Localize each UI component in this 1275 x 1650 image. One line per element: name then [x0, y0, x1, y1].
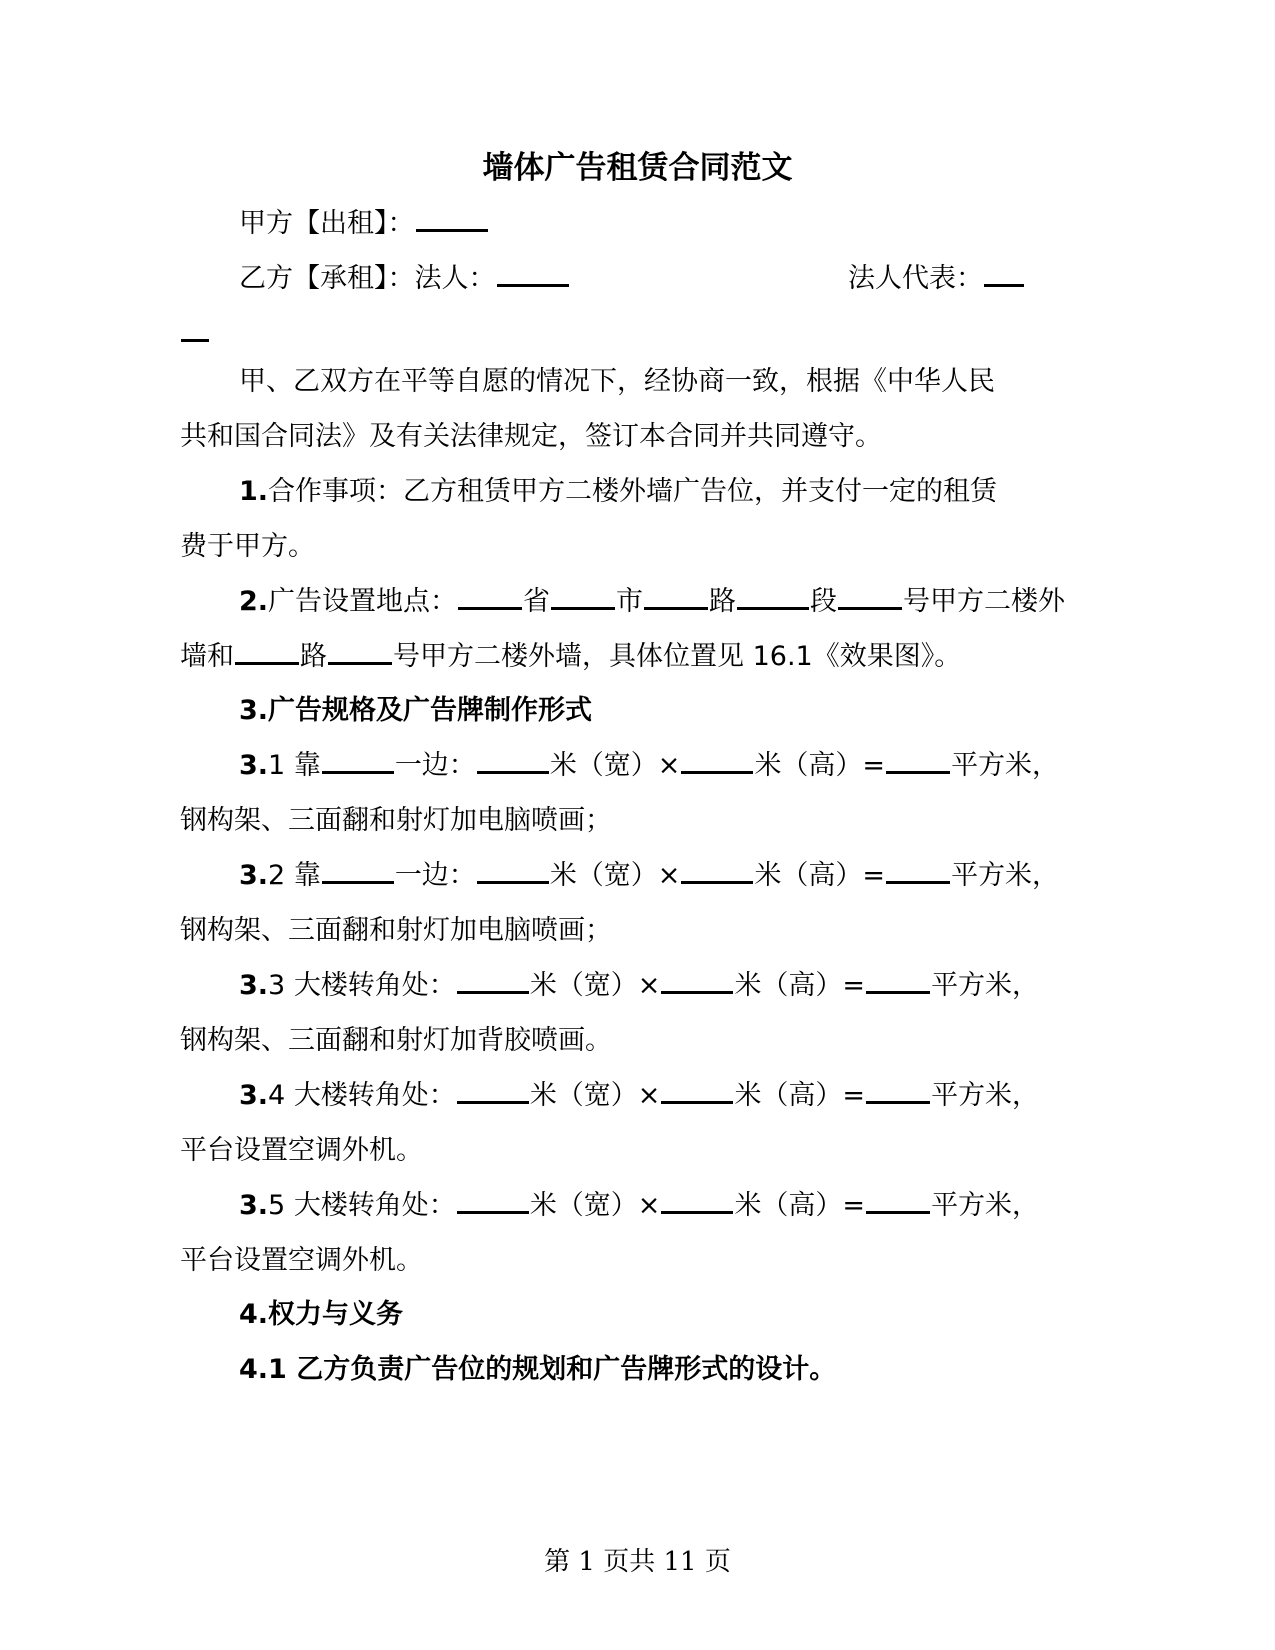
- intro-line-1: 甲、乙双方在平等自愿的情况下，经协商一致，根据《中华人民: [239, 366, 995, 397]
- party-a-line: [239, 206, 489, 242]
- item1-line-1: [239, 474, 997, 510]
- item3-heading: 3.广告规格及广告牌制作形式: [239, 695, 593, 726]
- party-b-blank: [497, 262, 569, 287]
- item3-1-tail: 钢构架、三面翻和射灯加电脑喷画；: [180, 805, 612, 836]
- item3-2-tail: 钢构架、三面翻和射灯加电脑喷画；: [180, 915, 612, 946]
- legal-rep-label: 法人代表：: [848, 263, 983, 294]
- party-a-blank: [416, 207, 488, 232]
- item1-number: 1.: [239, 476, 269, 507]
- intro-line-2: 共和国合同法》及有关法律规定，签订本合同并共同遵守。: [180, 421, 882, 452]
- party-b-line: [239, 261, 570, 297]
- item2-line-1: 2.广告设置地点： 省 市 路 段 号甲方二楼外: [239, 586, 1066, 617]
- legal-rep-blank: [984, 262, 1024, 287]
- item3-5-tail: 平台设置空调外机。: [180, 1245, 423, 1276]
- item4-1-line: 4.1 乙方负责广告位的规划和广告牌形式的设计。: [239, 1354, 837, 1385]
- item1-line-2: 费于甲方。: [180, 531, 315, 562]
- legal-rep-blank-continued: [180, 316, 210, 352]
- item4-heading: 4.权力与义务: [239, 1299, 404, 1330]
- page-footer: 第 1 页共 11 页: [544, 1547, 731, 1577]
- item3-1-line: 3.1 靠 一边： 米（宽）× 米（高）= 平方米，: [239, 750, 1060, 781]
- item3-4-line: 3.4 大楼转角处： 米（宽）× 米（高）= 平方米，: [239, 1080, 1040, 1111]
- item2-number: 2.: [239, 586, 269, 617]
- party-a-label: 甲方【出租】：: [239, 208, 415, 239]
- item3-5-line: 3.5 大楼转角处： 米（宽）× 米（高）= 平方米，: [239, 1190, 1040, 1221]
- item3-3-tail: 钢构架、三面翻和射灯加背胶喷画。: [180, 1025, 612, 1056]
- item3-4-tail: 平台设置空调外机。: [180, 1135, 423, 1166]
- item1-text: 合作事项：乙方租赁甲方二楼外墙广告位，并支付一定的租赁: [268, 476, 998, 507]
- legal-rep-line: [848, 261, 1025, 297]
- item2-line-2: 墙和 路 号甲方二楼外墙，具体位置见 16.1《效果图》。: [180, 641, 962, 672]
- party-b-label: 乙方【承租】：法人：: [239, 263, 496, 294]
- document-title: 墙体广告租赁合同范文: [482, 150, 793, 186]
- item3-3-line: 3.3 大楼转角处： 米（宽）× 米（高）= 平方米，: [239, 970, 1040, 1001]
- item3-2-line: 3.2 靠 一边： 米（宽）× 米（高）= 平方米，: [239, 860, 1060, 891]
